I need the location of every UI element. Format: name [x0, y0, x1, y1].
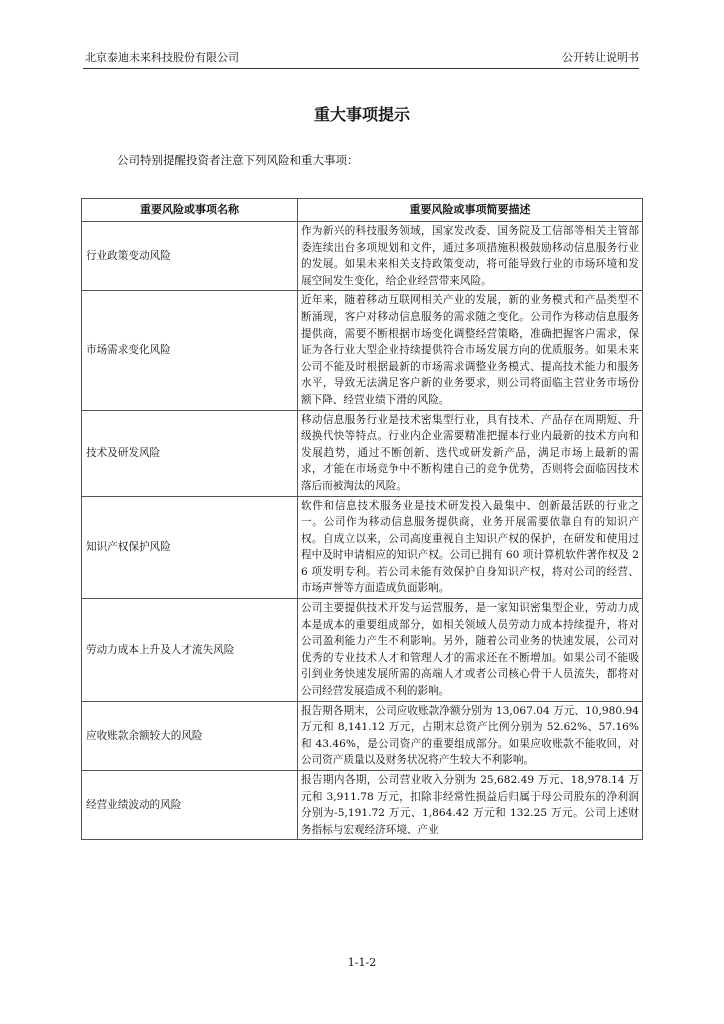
risk-name: 劳动力成本上升及人才流失风险 [82, 599, 298, 702]
risk-name: 应收账款余额较大的风险 [82, 701, 298, 770]
table-row [82, 599, 643, 702]
table-row [82, 410, 643, 496]
table-row [82, 496, 643, 599]
table-row [82, 222, 643, 291]
risk-description: 软件和信息技术服务业是技术研发投入最集中、创新最活跃的行业之一。公司作为移动信息服务提供商，业务开展需要依靠自有的知识产权。自成立以来，公司高度重视自主知识产权的保护，在研发和使用过程中及时申请相应的知识产权。公司已拥有 60 项计算机软件著作权及 26 项发明专利。若公司未能有效保护自身知识产权，将对公司的经营、市场声誉等方面造成负面影响。 [298, 496, 643, 599]
risk-description: 作为新兴的科技服务领域，国家发改委、国务院及工信部等相关主管部委连续出台多项规划和文件，通过多项措施积极鼓励移动信息服务行业的发展。如果未来相关支持政策变动，将可能导致行业的市场环境和发展空间发生变化，给企业经营带来风险。 [298, 222, 643, 291]
risk-name: 经营业绩波动的风险 [82, 771, 298, 840]
document-type: 公开转让说明书 [562, 51, 639, 64]
risk-name: 市场需求变化风险 [82, 291, 298, 410]
risk-description: 报告期内各期，公司营业收入分别为 25,682.49 万元、18,978.14 万元和 3,911.78 万元，扣除非经常性损益后归属于母公司股东的净利润分别为-5,191.72 万元、1,864.42 万元和 132.25 万元。公司上述财务指标与宏观经济环境、产业 [298, 771, 643, 840]
risk-description: 公司主要提供技术开发与运营服务，是一家知识密集型企业，劳动力成本是成本的重要组成部分，如相关领域人员劳动力成本持续提升，将对公司盈利能力产生不利影响。另外，随着公司业务的快速发展，公司对优秀的专业技术人才和管理人才的需求还在不断增加。如果公司不能吸引到业务快速发展所需的高端人才或者公司核心骨干人员流失，都将对公司经营发展造成不利的影响。 [298, 599, 643, 702]
risk-description: 近年来，随着移动互联网相关产业的发展，新的业务模式和产品类型不断涌现，客户对移动信息服务的需求随之变化。公司作为移动信息服务提供商，需要不断根据市场变化调整经营策略，准确把握客户需求，保证为各行业大型企业持续提供符合市场发展方向的优质服务。如果未来公司不能及时根据最新的市场需求调整业务模式、提高技术能力和服务水平，导致无法满足客户新的业务要求，则公司将面临主营业务市场份额下降、经营业绩下滑的风险。 [298, 291, 643, 410]
risk-description: 报告期各期末，公司应收账款净额分别为 13,067.04 万元、10,980.94 万元和 8,141.12 万元，占期末总资产比例分别为 52.62%、57.16%和 43.46%，是公司资产的重要组成部分。如果应收账款不能收回，对公司资产质量以及财务状况将产生较大不利影响。 [298, 701, 643, 770]
risk-table [81, 198, 643, 840]
risk-name: 知识产权保护风险 [82, 496, 298, 599]
intro-text: 公司特别提醒投资者注意下列风险和重大事项： [117, 153, 359, 167]
page-number: 1-1-2 [347, 956, 377, 969]
company-name: 北京泰迪未来科技股份有限公司 [85, 51, 239, 64]
table-row [82, 291, 643, 410]
table-row [82, 771, 643, 840]
page-header [83, 50, 639, 69]
table-header-row [82, 199, 643, 222]
column-header-name: 重要风险或事项名称 [82, 199, 298, 222]
table-row [82, 701, 643, 770]
risk-name: 技术及研发风险 [82, 410, 298, 496]
page-title: 重大事项提示 [313, 105, 410, 124]
risk-name: 行业政策变动风险 [82, 222, 298, 291]
risk-description: 移动信息服务行业是技术密集型行业，具有技术、产品存在周期短、升级换代快等特点。行业内企业需要精准把握本行业内最新的技术方向和发展趋势，通过不断创新、迭代或研发新产品，满足市场上最新的需求，才能在市场竞争中不断构建自己的竞争优势，否则将会面临因技术落后而被淘汰的风险。 [298, 410, 643, 496]
column-header-desc: 重要风险或事项简要描述 [298, 199, 643, 222]
